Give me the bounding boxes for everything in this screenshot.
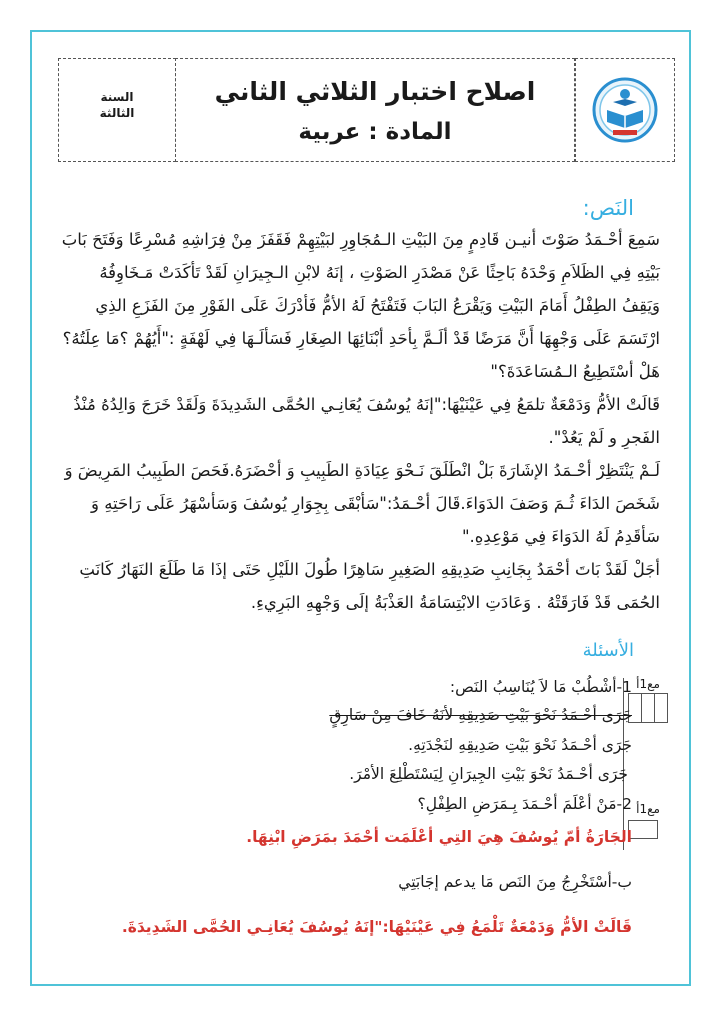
grade-criterion-2: مع1أ <box>636 802 660 816</box>
question-1-option-1: جَرَى أحْـمَدُ نَحْوَ بَيْتِ صَدِيقِهِ لأنَهُ خَافَ مِنْ سَارِقٍ <box>329 706 632 724</box>
paragraph: سَمِعَ أحْـمَدُ صَوْتَ أنيـن قَادِمٍ مِنَ البَيْتِ الـمُجَاوِرِ لبَيْتِهِمْ فَقَفَزَ مِنْ فِرَاشِهِ مُسْرِعًا وَفَتَحَ بَابَ بَيْتِهِ فِي الظَلاَمِ وَحْدَهُ بَاحِثًا عَنْ مَصْدَرِ الصَوْتِ ، إنَهُ لابْنِ الـجِيرَانِ لَقَدْ تَأكَدَتْ مَـخَاوِفُهُ وَيَقِفُ الطِفْلُ أَمَامَ البَيْتِ وَيَقْرَعُ البَابَ فَتَفْتَحُ لَهُ الأمُّ فَأدْرَكَ عَلَى الفَوْرِ مِنَ الفَزَعِ الذِي ارْتَسَمَ عَلَى وَجْهِهَا أَنَّ مَرَضًا قَدْ ألَـمَّ بِأحَدِ أبْنَائِهَا الصِغَارِ فَسَألَـهَا فِي لَهْفَةٍ :"أَيُهُمْ ؟مَا عِلَتُهُ؟ هَلْ أسْتَطِيعُ الـمُسَاعَدَةَ؟" <box>61 230 660 381</box>
paragraph: قَالَتْ الأمُّ وَدَمْعَةٌ تلمَعُ فِي عَيْنَيْهَا:"إنَهُ يُوسُفَ يُعَانِـي الحُمَّى الشَدِيدَةَ وَلَقَدْ خَرَجَ وَالِدُهُ مُنْذُ الفَجرِ و لَمْ يَعُدْ". <box>73 395 660 447</box>
grade-criterion-1: مع1أ <box>636 677 660 691</box>
grade-label <box>59 89 175 121</box>
paragraph: أجَلْ لَقَدْ بَاتَ أحْمَدُ بِجَانِبِ صَدِيقِهِ الصَغِيرِ سَاهِرًا طُولَ اللَيْلِ حَتَى إذَا مَا طَلَعَ النَهَارُ كَانَتِ الحُمَى قَدْ فَارَقَتْهُ . وَعَادَتِ الابْتِسَامَةُ العَذْبَةُ إلَى وَجْهِهِ البَرِيءِ. <box>79 560 660 612</box>
page-title: اصلاح اختبار الثلاثي الثاني <box>214 77 536 106</box>
title-box <box>175 58 575 162</box>
grade-box <box>58 58 176 162</box>
paragraph: لَـمْ يَنْتَظِرْ أحْـمَدُ الإشَارَةَ بَلْ انْطَلَقَ نَـحْوَ عِيَادَةِ الطَبِيبِ وَ أحْضَرَهُ.فَحَصَ الطَبِيبُ المَرِيضَ وَ شَخَصَ الدَاءَ ثُـمَ وَصَفَ الدَوَاءَ.قَالَ أحْـمَدُ:"سَأبْقَى بِجِوَارِ يُوسُفَ وَسَأسْهَرُ عَلَى رَاحَتِهِ وَ سَأقَدِمُ لَهُ الدَوَاءَ فِي مَوْعِدِهِ." <box>64 461 660 546</box>
question-b-answer: قَالَتْ الأمُّ وَدَمْعَةٌ تَلْمَعُ فِي عَيْنَيْهَا:"إنَهُ يُوسُفَ يُعَانِـي الحُمَّى الشَدِيدَةَ. <box>121 918 632 936</box>
grade-box-2 <box>628 820 658 839</box>
question-1-option-2: جَرَى أحْـمَدُ نَحْوَ بَيْتِ صَدِيقِهِ لنَجْدَتِهِ. <box>408 736 632 754</box>
subject-title: المادة : عربية <box>298 119 452 145</box>
school-logo-icon <box>591 76 659 144</box>
question-2-answer: الجَارَةُ أمّ يُوسُفَ هِيَ التِي أعْلَمَت أحْمَدَ بمَرَضِ ابْنِهَا. <box>246 828 632 846</box>
question-1-option-3: جَرَى أحْـمَدُ نَحْوَ بَيْتِ الجِيرَانِ لِيَسْتَطْلِعَ الأمْرَ. <box>349 765 628 783</box>
text-label: النَص: <box>582 196 634 220</box>
grade-column-separator <box>623 678 624 850</box>
grade-grid <box>628 693 668 723</box>
question-2: 2-مَنْ أعْلَمَ أحْـمَدَ بِـمَرَضِ الطِفْلِ؟ <box>417 795 632 813</box>
question-b: ب-أسْتَخْرِجُ مِنَ النَص مَا يدعم إجَابَتِي <box>398 873 632 891</box>
logo-box <box>575 58 675 162</box>
question-1: 1-أشْطُبْ مَا لاَ يُنَاسِبُ النَص: <box>449 678 632 696</box>
questions-label: الأسئلة <box>582 640 634 661</box>
grade-line-2: الثالثة <box>99 106 135 120</box>
grade-line-1: السنة <box>100 90 134 104</box>
main-text <box>60 223 660 619</box>
